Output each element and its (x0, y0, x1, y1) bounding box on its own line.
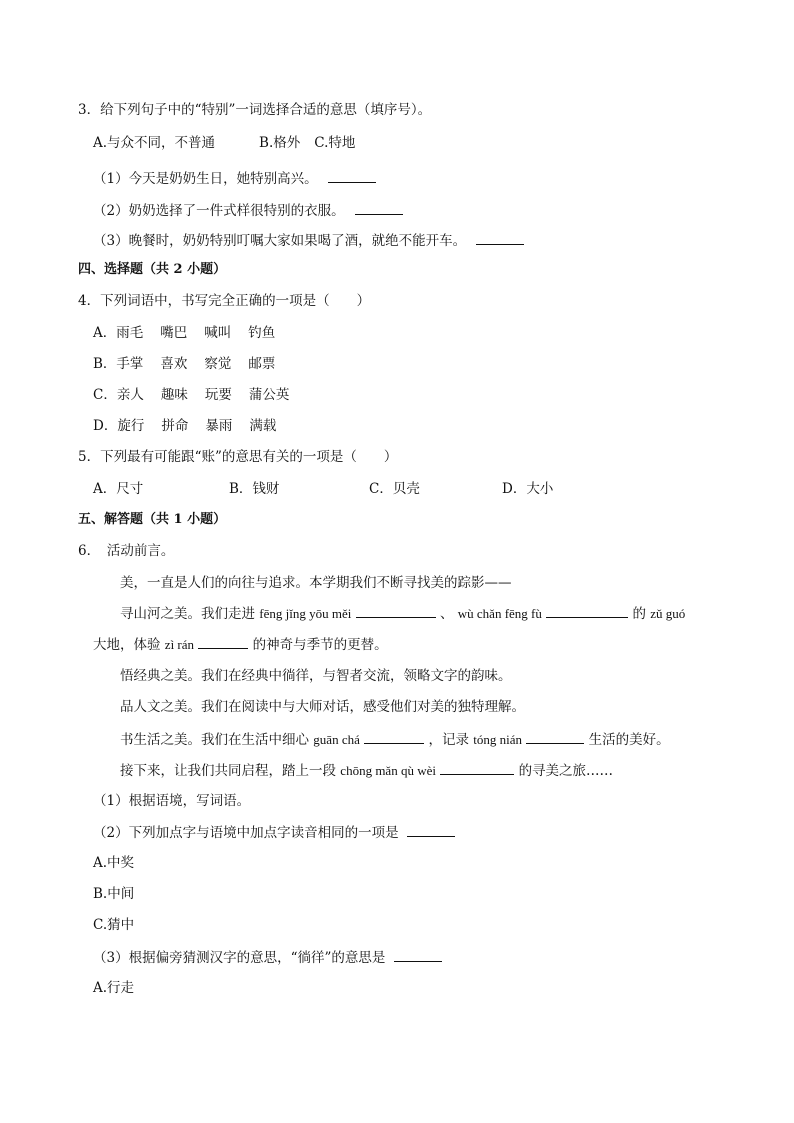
q6-paragraph-2 (120, 603, 685, 624)
q6-paragraph-6 (120, 729, 670, 750)
q3-item-3 (93, 230, 524, 251)
text: （2）下列加点字与语境中加点字读音相同的一项是 (93, 825, 399, 841)
option-letter: B． (93, 356, 117, 372)
q3-stem: 3．给下列句子中的“特别”一词选择合适的意思（填序号）。 (78, 102, 432, 118)
word: 钓鱼 (248, 325, 276, 341)
q3-option-c: C.特地 (314, 135, 356, 151)
q6-sub-2-option-a: A.中奖 (93, 855, 135, 871)
q4-option-b (93, 354, 275, 374)
q6-paragraph-1: 美，一直是人们的向往与追求。本学期我们不断寻找美的踪影—— (120, 575, 512, 591)
option-letter: C． (93, 387, 117, 403)
word: 手掌 (116, 356, 144, 372)
answer-blank[interactable] (355, 200, 403, 215)
text: ，记录 (428, 732, 469, 748)
q6-sub-2 (93, 822, 455, 843)
text: 大地，体验 (93, 637, 161, 653)
q5-option-b: B．钱财 (229, 481, 280, 497)
word: 邮票 (248, 356, 276, 372)
q3-item-1-text: （1）今天是奶奶生日，她特别高兴。 (93, 171, 318, 187)
text: 的寻美之旅…… (518, 763, 614, 779)
q4-option-d (93, 416, 276, 436)
answer-blank[interactable] (356, 603, 436, 618)
q6-sub-2-option-b: B.中间 (93, 886, 135, 902)
q6-sub-1: （1）根据语境，写词语。 (93, 793, 251, 809)
option-letter: D． (93, 418, 118, 434)
text: 生活的美好。 (588, 732, 670, 748)
answer-blank[interactable] (364, 729, 424, 744)
word: 喜欢 (160, 356, 188, 372)
answer-blank[interactable] (394, 947, 442, 962)
q6-sub-3 (93, 947, 442, 968)
word: 亲人 (116, 387, 144, 403)
q6-stem: 6． 活动前言。 (78, 543, 175, 559)
q6-sub-3-option-a: A.行走 (93, 980, 135, 996)
answer-blank[interactable] (526, 729, 584, 744)
q6-paragraph-5: 品人文之美。我们在阅读中与大师对话，感受他们对美的独特理解。 (120, 699, 525, 715)
q5-stem: 5．下列最有可能跟“账”的意思有关的一项是（ ） (78, 449, 398, 465)
word: 满载 (249, 418, 277, 434)
word: 喊叫 (204, 325, 232, 341)
q4-option-c (93, 385, 289, 405)
q6-paragraph-7 (120, 760, 613, 781)
pinyin: zì rán (164, 637, 195, 652)
answer-blank[interactable] (476, 230, 524, 245)
pinyin: fēng jǐng yōu měi (259, 606, 352, 621)
q3-option-b: B.格外 (259, 135, 301, 151)
answer-blank[interactable] (407, 822, 455, 837)
text: 的神奇与季节的更替。 (252, 637, 388, 653)
q4-option-a (93, 323, 275, 343)
text: 书生活之美。我们在生活中细心 (120, 732, 309, 748)
answer-blank[interactable] (440, 760, 514, 775)
word: 察觉 (204, 356, 232, 372)
q3-options (93, 133, 355, 153)
pinyin: wù chǎn fēng fù (457, 606, 542, 621)
q3-item-2-text: （2）奶奶选择了一件式样很特别的衣服。 (93, 203, 345, 219)
word: 拼命 (161, 418, 189, 434)
option-letter: A． (93, 325, 117, 341)
answer-blank[interactable] (198, 634, 248, 649)
q6-paragraph-4: 悟经典之美。我们在经典中徜徉，与智者交流，领略文字的韵味。 (120, 668, 512, 684)
q6-paragraph-3 (93, 634, 388, 655)
text: （3）根据偏旁猜测汉字的意思，“徜徉”的意思是 (93, 950, 386, 966)
section-5-title: 五、解答题（共 1 小题） (78, 512, 227, 527)
q3-item-3-text: （3）晚餐时，奶奶特别叮嘱大家如果喝了酒，就绝不能开车。 (93, 233, 467, 249)
word: 嘴巴 (160, 325, 188, 341)
q5-option-d: D．大小 (502, 481, 554, 497)
answer-blank[interactable] (328, 168, 376, 183)
q3-item-1 (93, 168, 376, 189)
pinyin: zǔ guó (650, 606, 686, 621)
section-4-title: 四、选择题（共 2 小题） (78, 262, 227, 277)
q3-option-a: A.与众不同，不普通 (93, 135, 216, 151)
word: 玩要 (204, 387, 232, 403)
text: 的 (632, 606, 646, 622)
q6-sub-2-option-c: C.猜中 (93, 917, 135, 933)
q4-stem: 4．下列词语中，书写完全正确的一项是（ ） (78, 293, 371, 309)
word: 趣味 (160, 387, 188, 403)
word: 旋行 (117, 418, 145, 434)
q3-item-2 (93, 200, 403, 221)
pinyin: tóng nián (473, 732, 522, 747)
q5-option-a: A．尺寸 (93, 481, 144, 497)
word: 蒲公英 (248, 387, 290, 403)
pinyin: chōng mǎn qù wèi (340, 763, 436, 778)
q5-option-c: C．贝壳 (369, 481, 420, 497)
word: 暴雨 (205, 418, 233, 434)
answer-blank[interactable] (546, 603, 628, 618)
pinyin: guān chá (313, 732, 360, 747)
text: 、 (439, 606, 454, 622)
word: 雨毛 (116, 325, 144, 341)
text: 寻山河之美。我们走进 (120, 606, 255, 622)
text: 接下来，让我们共同启程，踏上一段 (120, 763, 336, 779)
